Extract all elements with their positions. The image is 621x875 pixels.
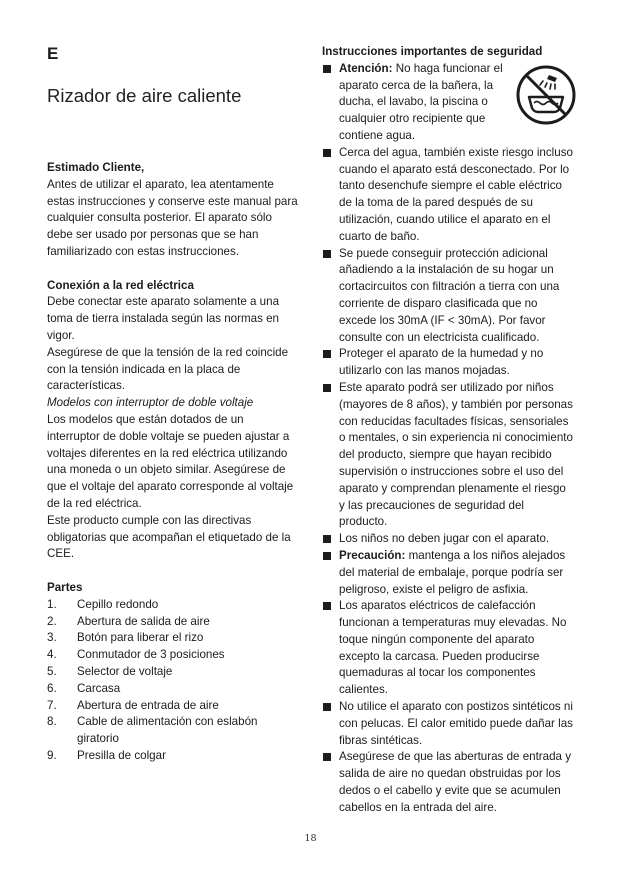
list-item [47,681,299,698]
part-label: Abertura de entrada de aire [77,698,219,712]
connection-paragraph-2: Asegúrese de que la tensión de la red coincide con la tensión indicada en la placa de características. [47,345,289,393]
no-water-near-bathtub-icon [514,63,578,127]
list-item [322,531,574,548]
intro-heading: Estimado Cliente, [47,161,145,174]
list-item [322,548,574,598]
attention-label: Atención: [339,61,393,75]
list-item [47,597,299,614]
part-number: 6. [47,681,57,695]
bullet-square-icon [323,250,331,258]
parts-list [47,597,299,765]
part-label: Cable de alimentación con eslabón giratorio [77,715,258,746]
part-number: 9. [47,748,57,762]
list-item [47,664,299,681]
list-item [322,246,574,347]
spacer [47,563,299,580]
part-number: 4. [47,648,57,662]
page-title: Rizador de aire caliente [47,85,242,106]
part-label: Conmutador de 3 posiciones [77,648,225,662]
safety-heading: Instrucciones importantes de seguridad [322,45,543,58]
right-column [322,44,574,817]
part-number: 3. [47,631,57,645]
spacer [47,261,299,278]
part-number: 2. [47,614,57,628]
language-letter: E [47,44,59,63]
list-item [322,749,574,816]
part-label: Cepillo redondo [77,597,159,611]
part-label: Carcasa [77,681,121,695]
caution-label: Precaución: [339,548,406,562]
list-item [322,61,574,145]
bullet-square-icon [323,350,331,358]
parts-heading: Partes [47,580,83,594]
intro-section [47,160,299,261]
list-item [47,647,299,664]
bullet-square-icon [323,552,331,560]
part-number: 5. [47,664,57,678]
connection-section [47,278,299,564]
safety-text: Cerca del agua, también existe riesgo incluso cuando el aparato está desconectado. Por lo tanto desenchufe siempre el cable eléctrico de la toma de la pared después de su utilización, cuando utilice el aparato en el cuarto de baño. [339,145,573,243]
safety-text: Los niños no deben jugar con el aparato. [339,532,550,546]
list-item [322,598,574,699]
list-item [47,614,299,631]
safety-text: Se puede conseguir protección adicional añadiendo a la instalación de su hogar un cortacircuitos con filtración a tierra con una corriente de disparo clasificada que no excede los 30mA (IF < 30mA). Por favor consulte con un electricista cualificado. [339,246,560,344]
part-label: Selector de voltaje [77,664,173,678]
connection-heading: Conexión a la red eléctrica [47,278,194,292]
part-number: 8. [47,715,57,729]
connection-paragraph-1: Debe conectar este aparato solamente a una toma de tierra instalada según las normas en vigor. [47,295,280,342]
intro-text: Antes de utilizar el aparato, lea atentamente estas instrucciones y conserve este manual para cualquier consulta posterior. El aparato sólo debe ser usado por personas que se han familiarizado con estas instrucciones. [47,177,298,258]
safety-text: mantenga a los niños alejados del material de embalaje, porque podría ser peligroso, existe el peligro de asfixia. [339,548,566,596]
bullet-square-icon [323,65,331,73]
left-column [47,44,299,765]
list-item [322,346,574,380]
safety-text: Los aparatos eléctricos de calefacción funcionan a temperaturas muy elevadas. No toque ningún componente del aparato excepto la carcasa. Pueden producirse quemaduras al tocar los componentes calientes. [339,599,567,697]
bullet-square-icon [323,753,331,761]
list-item [47,748,299,765]
safety-text: Este aparato podrá ser utilizado por niños (mayores de 8 años), y también por personas con reducidas facultades físicas, sensoriales o mentales, o sin experiencia ni conocimiento del producto, siempre que hayan recibido supervisión o instrucciones sobre el uso del aparato y comprendan plenamente el riesgo y las precauciones de seguridad del producto. [339,380,573,529]
part-number: 1. [47,597,57,611]
bullet-square-icon [323,602,331,610]
safety-list [322,61,574,817]
page-number: 18 [304,833,317,844]
list-item [322,699,574,749]
safety-text: Asegúrese de que las aberturas de entrada y salida de aire no quedan obstruidas por los dedos o el cabello y evite que se acumulen cabellos en la entrada del aire. [339,750,572,814]
parts-section [47,580,299,765]
list-item [322,380,574,531]
list-item [47,630,299,647]
safety-text: No utilice el aparato con postizos sintéticos ni con pelucas. El calor emitido puede dañar las fibras sintéticas. [339,700,573,747]
bullet-square-icon [323,535,331,543]
bullet-square-icon [323,384,331,392]
connection-paragraph-4: Este producto cumple con las directivas obligatorias que acompañan el etiquetado de la CEE. [47,513,291,561]
part-label: Botón para liberar el rizo [77,631,204,645]
bullet-square-icon [323,149,331,157]
safety-text: No haga funcionar el aparato cerca de la bañera, la ducha, el lavabo, la piscina o cualquier otro recipiente que contiene agua. [339,61,503,142]
dual-voltage-subheading: Modelos con interruptor de doble voltaje [47,396,254,410]
safety-text: Proteger el aparato de la humedad y no utilizarlo con las manos mojadas. [339,347,544,378]
part-number: 7. [47,698,57,712]
part-label: Abertura de salida de aire [77,614,210,628]
part-label: Presilla de colgar [77,748,166,762]
connection-paragraph-3: Los modelos que están dotados de un interruptor de doble voltaje se pueden ajustar a voltajes diferentes en la red eléctrica utilizando una moneda o un objeto similar. Asegúrese de que el voltaje del aparato corresponde al voltaje de la red eléctrica. [47,412,294,510]
bullet-square-icon [323,703,331,711]
list-item [322,145,574,246]
list-item [47,698,299,715]
list-item [47,714,299,748]
